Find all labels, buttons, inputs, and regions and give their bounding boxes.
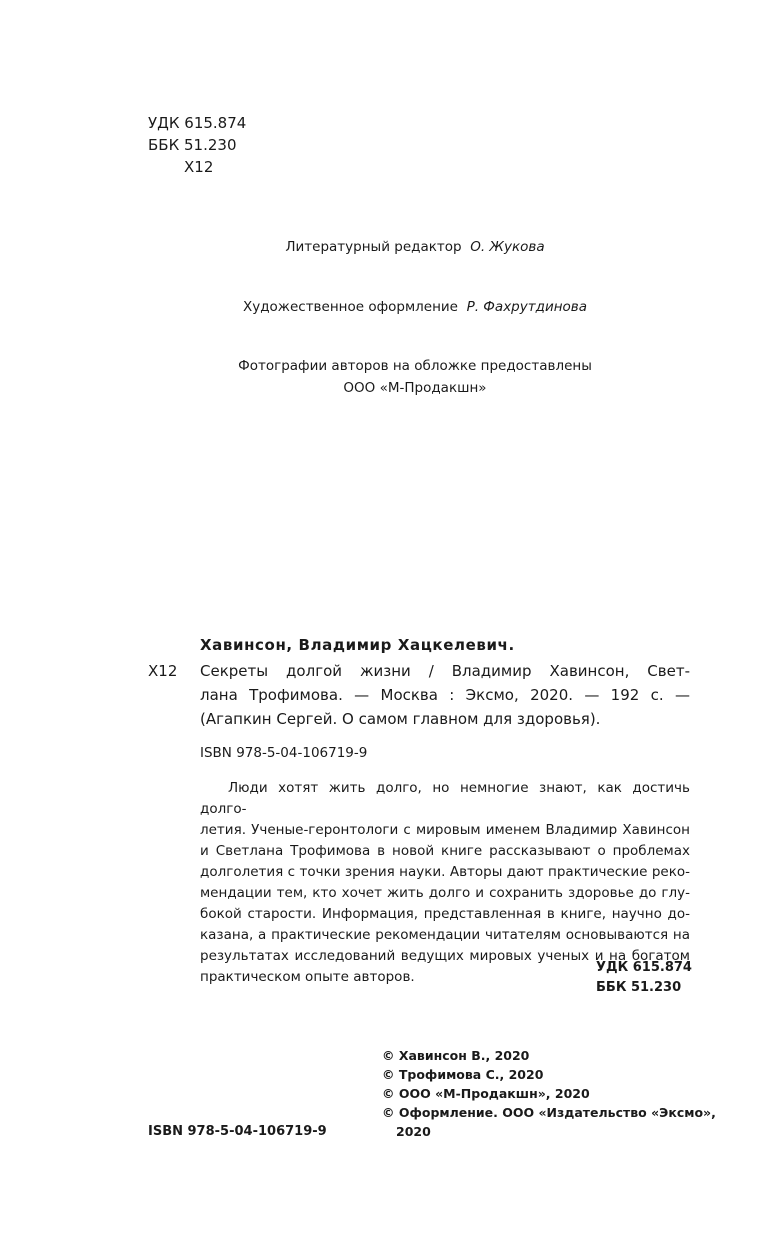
top-classification bbox=[148, 112, 246, 178]
annotation bbox=[200, 778, 690, 988]
annotation-line: мендации тем, кто хочет жить долго и сохранить здоровье до глу- bbox=[200, 885, 690, 901]
copyright-line: © Хавинсон В., 2020 bbox=[382, 1048, 530, 1063]
annotation-line: результатах исследований ведущих мировых ученых и на богатом bbox=[200, 948, 690, 964]
catalog-line: (Агапкин Сергей. О самом главном для здоровья). bbox=[200, 710, 601, 728]
annotation-line: практическом опыте авторов. bbox=[200, 969, 415, 985]
catalog-author-heading: Хавинсон, Владимир Хацкелевич. bbox=[200, 636, 515, 654]
catalog-line: лана Трофимова. — Москва : Эксмо, 2020. — 192 с. — bbox=[200, 686, 690, 704]
editor-credit bbox=[0, 236, 768, 258]
copyright-line: © Оформление. ООО «Издательство «Эксмо», bbox=[382, 1105, 716, 1120]
annotation-line: казана, а практические рекомендации читателям основываются на bbox=[200, 927, 690, 943]
udk-code-bottom: УДК 615.874 bbox=[596, 960, 692, 975]
copyright-continuation: 2020 bbox=[396, 1124, 431, 1139]
udk-code: УДК 615.874 bbox=[148, 114, 247, 132]
isbn-bottom: ISBN 978-5-04-106719-9 bbox=[148, 1124, 327, 1139]
photos-line-2: ООО «М-Продакшн» bbox=[343, 380, 487, 396]
photos-line-1: Фотографии авторов на обложке предоставлены bbox=[238, 358, 592, 374]
annotation-line: долголетия с точки зрения науки. Авторы дают практические реко- bbox=[200, 864, 690, 880]
bbk-code: ББК 51.230 bbox=[148, 136, 237, 154]
catalog-isbn: ISBN 978-5-04-106719-9 bbox=[200, 745, 368, 761]
catalog-description bbox=[200, 659, 690, 731]
annotation-line: бокой старости. Информация, представленная в книге, научно до- bbox=[200, 906, 690, 922]
copyright-line: © ООО «М-Продакшн», 2020 bbox=[382, 1086, 590, 1101]
annotation-line: и Светлана Трофимова в новой книге рассказывают о проблемах bbox=[200, 843, 690, 859]
bottom-classification bbox=[596, 958, 692, 998]
design-name: Р. Фахрутдинова bbox=[466, 299, 588, 315]
design-credit bbox=[0, 296, 768, 318]
author-mark: Х12 bbox=[184, 158, 214, 176]
annotation-line: Люди хотят жить долго, но немногие знают, как достичь долго- bbox=[200, 780, 690, 817]
copyright-line: © Трофимова С., 2020 bbox=[382, 1067, 544, 1082]
copyright-block bbox=[382, 1046, 716, 1141]
bbk-code-bottom: ББК 51.230 bbox=[596, 980, 682, 995]
catalog-code: Х12 bbox=[148, 662, 178, 680]
editor-name: О. Жукова bbox=[470, 239, 545, 255]
catalog-line: Секреты долгой жизни / Владимир Хавинсон, Свет- bbox=[200, 662, 690, 680]
annotation-line: летия. Ученые-геронтологи с мировым именем Владимир Хавинсон bbox=[200, 822, 690, 838]
editor-label: Литературный редактор bbox=[285, 239, 462, 255]
photos-credit bbox=[0, 355, 768, 399]
design-label: Художественное оформление bbox=[242, 299, 458, 315]
